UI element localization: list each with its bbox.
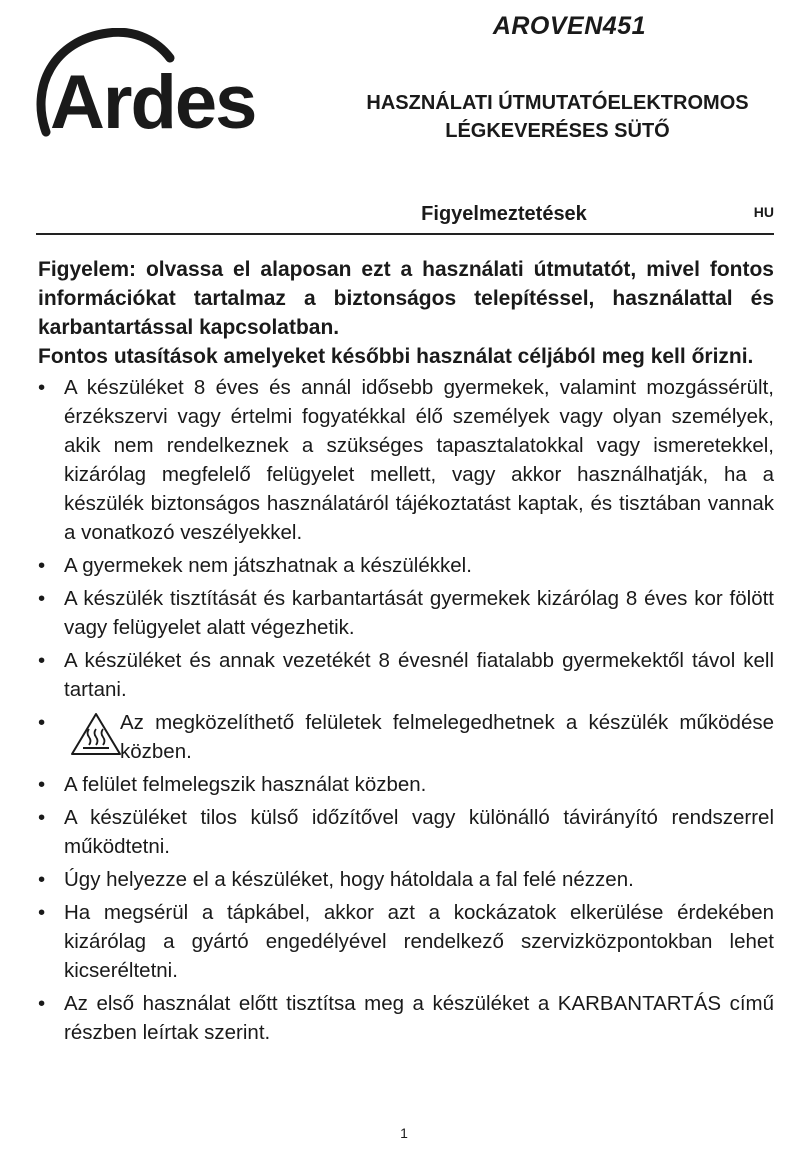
- list-item: • Ha megsérül a tápkábel, akkor azt a kockázatok elkerülése érdekében kizárólag a gyártó engedélyével rendelkező szervizközpontokban lehet kicseréltetni.: [38, 898, 774, 985]
- list-item: • Úgy helyezze el a készüléket, hogy hátoldala a fal felé nézzen.: [38, 865, 774, 894]
- page-number: 1: [400, 1125, 408, 1141]
- bullet: •: [38, 587, 46, 610]
- hot-surface-warning-icon: [70, 712, 122, 756]
- brand-name: Ardes: [50, 60, 256, 138]
- list-item: • A gyermekek nem játszhatnak a készülékkel.: [38, 551, 774, 580]
- model-number: AROVEN451: [492, 12, 646, 40]
- language-code: HU: [753, 204, 774, 220]
- bullet: •: [38, 711, 46, 734]
- bullet: •: [38, 554, 46, 577]
- intro-paragraph-1: Figyelem: olvassa el alaposan ezt a használati útmutatót, mivel fontos információkat tartalmaz a biztonságos telepítéssel, használattal és karbantartással kapcsolatban.: [38, 258, 774, 339]
- warning-list: [38, 373, 774, 1047]
- bullet: •: [38, 901, 46, 924]
- bullet: •: [38, 773, 46, 796]
- ardes-logo: [28, 28, 298, 138]
- section-divider: [36, 233, 774, 235]
- warnings-body: [38, 255, 774, 1047]
- list-item: • A készüléket és annak vezetékét 8 évesnél fiatalabb gyermekektől távol kell tartani.: [38, 646, 774, 704]
- intro-paragraph-2: Fontos utasítások amelyeket későbbi használat céljából meg kell őrizni.: [38, 345, 754, 368]
- intro: [38, 255, 774, 371]
- list-item: • A készülék tisztítását és karbantartását gyermekek kizárólag 8 éves kor fölött vagy felügyelet alatt végezhetik.: [38, 584, 774, 642]
- list-item: • A készüléket 8 éves és annál idősebb gyermekek, valamint mozgássérült, érzékszervi vagy értelmi fogyatékkal élő személyek vagy olyan személyek, akik nem rendelkeznek a szükséges tapasztalatokkal vagy ismeretekkel, kizárólag megfelelő felügyelet mellett, vagy akkor használhatják, ha a készülék biztonságos használatáról tájékoztatást kaptak, és tisztában vannak a vonatkozó veszélyekkel.: [38, 373, 774, 547]
- list-item: • A felület felmelegszik használat közben.: [38, 770, 774, 799]
- document-title-line1: HASZNÁLATI ÚTMUTATÓELEKTROMOS: [366, 92, 749, 114]
- bullet: •: [38, 649, 46, 672]
- bullet: •: [38, 806, 46, 829]
- section-title: Figyelmeztetések: [421, 203, 587, 225]
- bullet: •: [38, 868, 46, 891]
- document-title-line2: LÉGKEVERÉSES SÜTŐ: [445, 120, 670, 142]
- list-item-hot-surface: • Az megközelíthető felületek felmelegedhetnek a készülék működése közben.: [38, 708, 774, 766]
- list-item: • Az első használat előtt tisztítsa meg a készüléket a KARBANTARTÁS című részben leírtak szerint.: [38, 989, 774, 1047]
- list-item: • A készüléket tilos külső időzítővel vagy különálló távirányító rendszerrel működtetni.: [38, 803, 774, 861]
- bullet: •: [38, 992, 46, 1015]
- bullet: •: [38, 376, 46, 399]
